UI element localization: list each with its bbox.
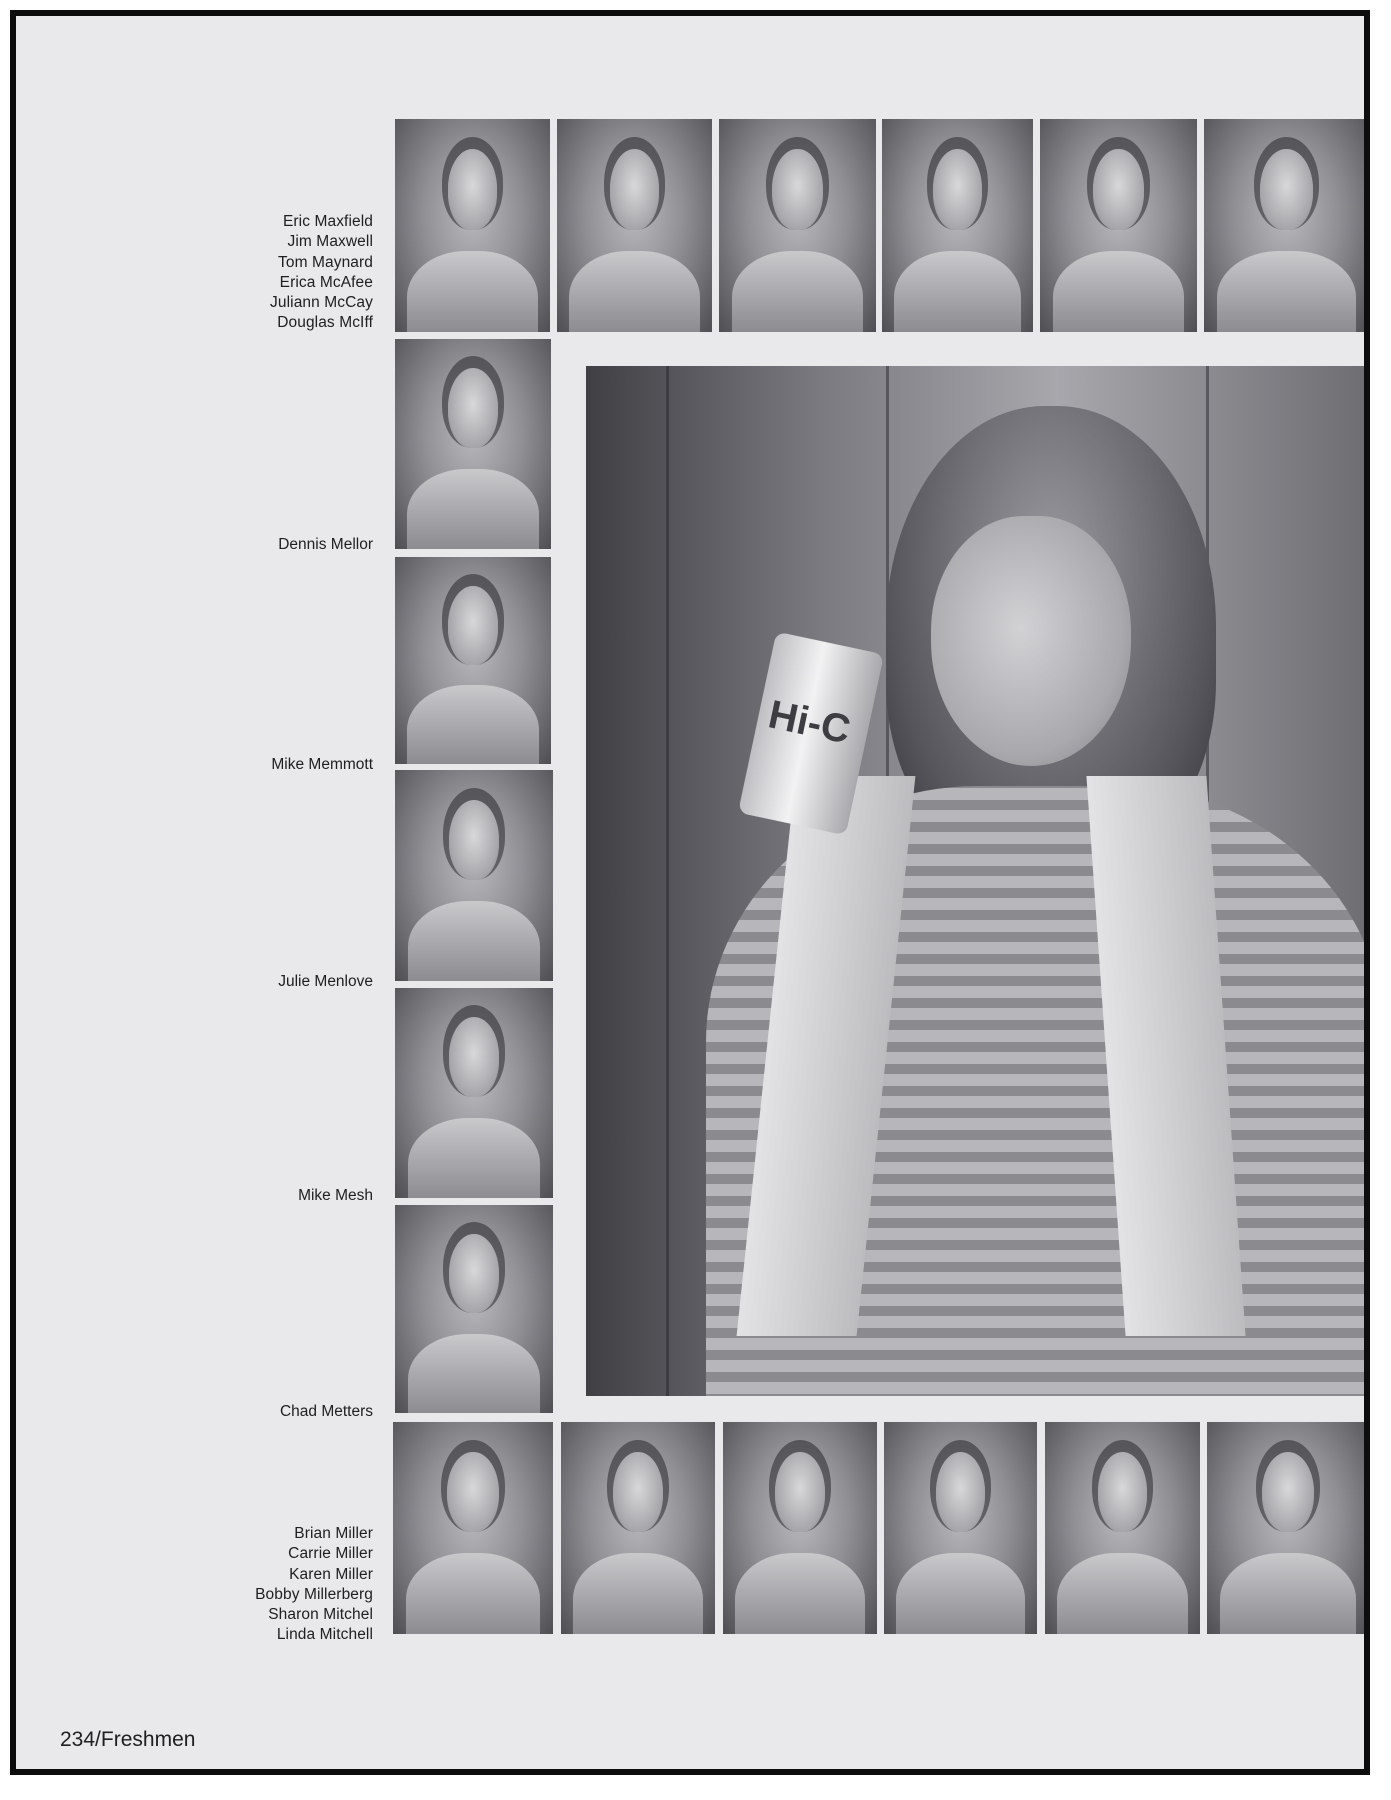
student-name: Douglas McIff xyxy=(277,314,373,332)
portrait-photo xyxy=(393,1422,553,1634)
portrait-photo xyxy=(395,339,551,549)
portrait-photo xyxy=(395,988,553,1198)
student-name: Erica McAfee xyxy=(279,273,373,291)
student-name: Chad Metters xyxy=(279,1403,373,1420)
portrait-photo xyxy=(1204,119,1369,332)
portrait-photo xyxy=(1207,1422,1369,1634)
page-folio xyxy=(60,1728,195,1752)
student-name: Tom Maynard xyxy=(278,253,373,271)
portrait-photo xyxy=(723,1422,877,1634)
portrait-photo xyxy=(395,1205,553,1413)
portrait-photo xyxy=(884,1422,1037,1634)
student-name: Jim Maxwell xyxy=(287,233,373,251)
student-name: Linda Mitchell xyxy=(276,1626,373,1644)
student-name: Sharon Mitchel xyxy=(268,1606,373,1624)
page-number: 234 xyxy=(60,1728,96,1751)
student-name: Carrie Miller xyxy=(288,1545,373,1563)
student-name: Brian Miller xyxy=(294,1525,373,1542)
portrait-photo xyxy=(395,770,553,981)
can-label: Hi-C xyxy=(764,692,855,753)
student-name: Mike Mesh xyxy=(298,1187,373,1204)
student-name: Karen Miller xyxy=(289,1565,373,1583)
portrait-photo xyxy=(557,119,712,332)
bottom-row-names xyxy=(113,1524,373,1646)
portrait-photo xyxy=(882,119,1033,332)
portrait-photo xyxy=(395,119,550,332)
student-name: Julie Menlove xyxy=(278,973,373,990)
student-name: Juliann McCay xyxy=(270,294,373,312)
folio-separator: / xyxy=(95,1728,101,1751)
student-name: Dennis Mellor xyxy=(278,536,373,553)
yearbook-page xyxy=(10,10,1370,1775)
portrait-photo xyxy=(719,119,876,332)
student-name: Eric Maxfield xyxy=(282,213,373,230)
top-row-names xyxy=(113,212,373,334)
section-title: Freshmen xyxy=(100,1728,196,1751)
portrait-photo xyxy=(1040,119,1197,332)
student-name: Mike Memmott xyxy=(271,756,373,773)
portrait-photo xyxy=(1045,1422,1200,1634)
portrait-photo xyxy=(395,557,551,764)
candid-photo xyxy=(586,366,1370,1396)
student-name: Bobby Millerberg xyxy=(255,1585,373,1603)
portrait-photo xyxy=(561,1422,715,1634)
